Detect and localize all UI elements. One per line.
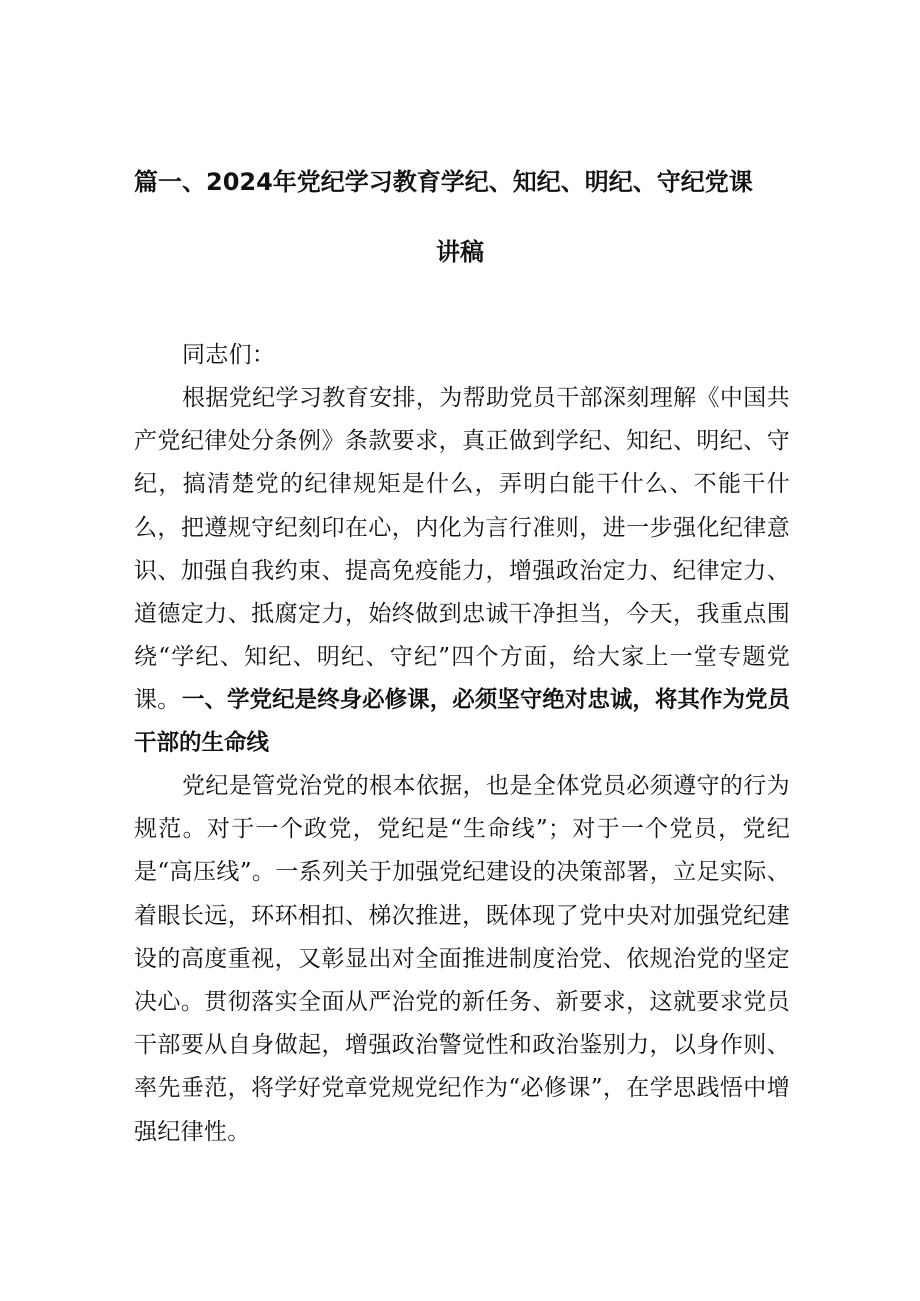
section-heading-1: 一、学党纪是终身必修课，必须坚守绝对忠诚，将其作为党员干部的生命线 bbox=[134, 687, 790, 756]
document-title-line-1: 篇一、2024年党纪学习教育学纪、知纪、明纪、守纪党课 bbox=[134, 168, 753, 196]
document-title-line-2: 讲稿 bbox=[436, 238, 484, 266]
salutation: 同志们： bbox=[182, 342, 276, 368]
paragraph-section-1: 党纪是管党治党的根本依据，也是全体党员必须遵守的行为规范。对于一个政党，党纪是“生命线”；对于一个党员，党纪是“高压线”。一系列关于加强党纪建设的决策部署，立足实际、着眼长远，环环相扣、梯次推进，既体现了党中央对加强党纪建设的高度重视，又彰显出对全面推进制度治党、依规治党的坚定决心。贯彻落实全面从严治党的新任务、新要求，这就要求党员干部要从自身做起，增强政治警觉性和政治鉴别力，以身作则、率先垂范，将学好党章党规党纪作为“必修课”，在学思践悟中增强纪律性。 bbox=[134, 773, 790, 1145]
paragraph-intro: 根据党纪学习教育安排，为帮助党员干部深刻理解《中国共产党纪律处分条例》条款要求，真正做到学纪、知纪、明纪、守纪，搞清楚党的纪律规矩是什么，弄明白能干什么、不能干什么，把遵规守纪刻印在心，内化为言行准则，进一步强化纪律意识、加强自我约束、提高免疫能力，增强政治定力、纪律定力、道德定力、抵腐定力，始终做到忠诚干净担当，今天，我重点围绕“学纪、知纪、明纪、守纪”四个方面，给大家上一堂专题党课。 bbox=[134, 385, 790, 714]
